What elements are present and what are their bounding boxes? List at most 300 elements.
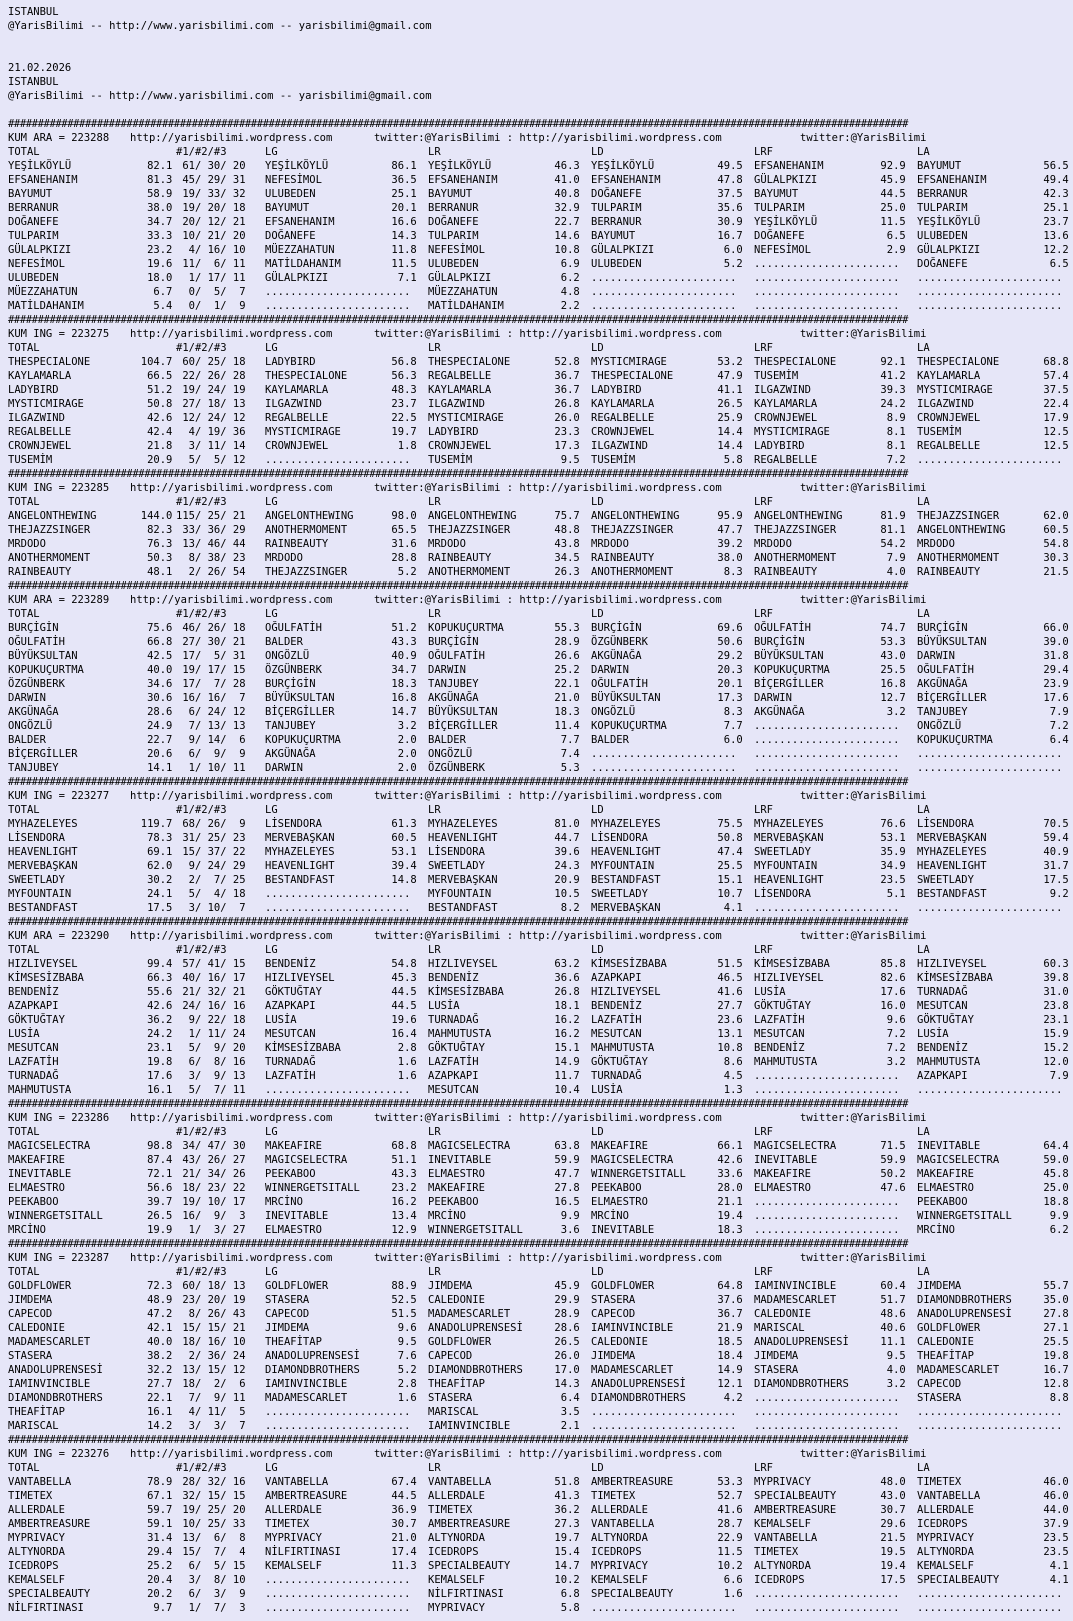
table-cell: LUSİA 1.3 <box>591 1084 743 1096</box>
table-cell: BERRANUR 32.9 <box>428 202 580 214</box>
table-cell: MRDODO 54.2 <box>754 538 906 550</box>
table-cell: 4/ 19/ 36 <box>176 426 246 438</box>
table-cell: 13/ 6/ 8 <box>176 1532 246 1544</box>
table-cell: AKGÜNAĞA 28.6 <box>8 706 173 718</box>
table-cell: MYHAZELEYES 40.9 <box>917 846 1069 858</box>
table-cell: MAHMUTUSTA 16.1 <box>8 1084 173 1096</box>
table-cell: DIAMONDBROTHERS 5.2 <box>265 1364 417 1376</box>
table-cell: ELMAESTRO 25.0 <box>917 1182 1069 1194</box>
table-cell: TIMETEX 67.1 <box>8 1490 173 1502</box>
table-row <box>8 747 1067 761</box>
table-cell: ALTYNORDA 19.7 <box>428 1532 580 1544</box>
table-cell: MERVEBAŞKAN 60.5 <box>265 832 417 844</box>
table-row <box>8 1531 1067 1545</box>
table-cell: 19/ 25/ 20 <box>176 1504 246 1516</box>
table-cell: LADYBIRD 41.1 <box>591 384 743 396</box>
table-cell: ....................... <box>754 734 900 746</box>
table-cell: TURNADAĞ 4.5 <box>591 1070 743 1082</box>
table-cell: MÜEZZAHATUN 6.7 <box>8 286 173 298</box>
table-cell: AZAPKAPI 7.9 <box>917 1070 1069 1082</box>
table-cell: 3/ 10/ 7 <box>176 902 246 914</box>
table-row <box>8 1405 1067 1419</box>
column-header-row <box>8 943 1067 957</box>
table-row <box>8 1419 1067 1433</box>
header-line <box>8 103 1067 117</box>
table-cell: GOLDFLOWER 26.5 <box>428 1336 580 1348</box>
table-cell: MARISCAL 40.6 <box>754 1322 906 1334</box>
column-header: LG <box>265 944 278 956</box>
table-cell: BESTANDFAST 14.8 <box>265 874 417 886</box>
block-header-twitter2: twitter:@YarisBilimi <box>800 482 927 494</box>
table-cell: 16/ 16/ 7 <box>176 692 246 704</box>
table-cell: SPECIALBEAUTY 1.6 <box>591 1588 743 1600</box>
table-cell: ....................... <box>591 1406 737 1418</box>
table-cell: 27/ 30/ 21 <box>176 636 246 648</box>
column-header: LD <box>591 1126 604 1138</box>
table-cell: 10/ 21/ 20 <box>176 230 246 242</box>
table-cell: MAHMUTUSTA 12.0 <box>917 1056 1069 1068</box>
table-cell: 6/ 8/ 16 <box>176 1056 246 1068</box>
table-cell: ....................... <box>265 1420 411 1432</box>
table-row <box>8 397 1067 411</box>
table-cell: 16/ 9/ 3 <box>176 1210 246 1222</box>
table-cell: BÜYÜKSULTAN 42.5 <box>8 650 173 662</box>
block-header <box>8 481 1067 495</box>
table-cell: CALEDONIE 25.5 <box>917 1336 1069 1348</box>
table-row <box>8 1293 1067 1307</box>
table-cell: VANTABELLA 28.7 <box>591 1518 743 1530</box>
table-cell: MARISCAL 3.5 <box>428 1406 580 1418</box>
table-cell: ALTYNORDA 19.4 <box>754 1560 906 1572</box>
table-cell: MÜEZZAHATUN 4.8 <box>428 286 580 298</box>
table-row <box>8 201 1067 215</box>
table-cell: REGALBELLE 7.2 <box>754 454 906 466</box>
block-header-twitter1: twitter:@YarisBilimi : http://yarisbilimi.wordpress.com <box>374 1252 722 1264</box>
table-cell: KEMALSELF 20.4 <box>8 1574 173 1586</box>
table-cell: ANGELONTHEWING 98.0 <box>265 510 417 522</box>
table-cell: ....................... <box>917 1084 1063 1096</box>
table-cell: DARWIN 20.3 <box>591 664 743 676</box>
table-cell: MERVEBAŞKAN 59.4 <box>917 832 1069 844</box>
table-cell: HIZLIVEYSEL 99.4 <box>8 958 173 970</box>
table-cell: KAYLAMARLA 57.4 <box>917 370 1069 382</box>
table-cell: DIAMONDBROTHERS 3.2 <box>754 1378 906 1390</box>
table-cell: MYPRIVACY 21.0 <box>265 1532 417 1544</box>
column-header: LG <box>265 342 278 354</box>
table-cell: 5/ 7/ 11 <box>176 1084 246 1096</box>
block-header-url1: http://yarisbilimi.wordpress.com <box>130 1448 333 1460</box>
table-cell: BENDENİZ 15.2 <box>917 1042 1069 1054</box>
table-cell: MAGICSELECTRA 98.8 <box>8 1140 173 1152</box>
table-cell: DIAMONDBROTHERS 22.1 <box>8 1392 173 1404</box>
table-cell: SPECIALBEAUTY 43.0 <box>754 1490 906 1502</box>
table-cell: MARISCAL 14.2 <box>8 1420 173 1432</box>
column-header: LR <box>428 804 441 816</box>
table-row <box>8 551 1067 565</box>
table-cell: ....................... <box>265 888 411 900</box>
table-cell: CAPECOD 12.8 <box>917 1378 1069 1390</box>
table-row <box>8 1601 1067 1615</box>
table-cell: IAMINVINCIBLE 2.1 <box>428 1420 580 1432</box>
table-row <box>8 1489 1067 1503</box>
block-header-twitter1: twitter:@YarisBilimi : http://yarisbilimi.wordpress.com <box>374 790 722 802</box>
table-cell: 43/ 26/ 27 <box>176 1154 246 1166</box>
table-row <box>8 159 1067 173</box>
table-cell: MRDODO 28.8 <box>265 552 417 564</box>
column-header: LA <box>917 342 930 354</box>
table-row <box>8 355 1067 369</box>
table-cell: GÜLALPKIZI 45.9 <box>754 174 906 186</box>
table-row <box>8 845 1067 859</box>
table-cell: MYHAZELEYES 75.5 <box>591 818 743 830</box>
block-header-twitter1: twitter:@YarisBilimi : http://yarisbilimi.wordpress.com <box>374 594 722 606</box>
table-row <box>8 635 1067 649</box>
table-cell: GÜLALPKIZI 6.0 <box>591 244 743 256</box>
block-header <box>8 131 1067 145</box>
block-header-twitter1: twitter:@YarisBilimi : http://yarisbilimi.wordpress.com <box>374 930 722 942</box>
column-header: LG <box>265 608 278 620</box>
table-cell: VANTABELLA 21.5 <box>754 1532 906 1544</box>
block-header-kum: KUM ARA = 223288 <box>8 132 110 144</box>
table-cell: KOPUKUÇURTMA 25.5 <box>754 664 906 676</box>
table-cell: BALDER 43.3 <box>265 636 417 648</box>
table-cell: ICEDROPS 11.5 <box>591 1546 743 1558</box>
table-cell: ANADOLUPRENSESİ 11.1 <box>754 1336 906 1348</box>
table-cell: 17/ 5/ 31 <box>176 650 246 662</box>
table-cell: ....................... <box>754 1210 900 1222</box>
table-cell: THEJAZZSINGER 81.1 <box>754 524 906 536</box>
column-header: LRF <box>754 1266 773 1278</box>
separator-line: ######################################################################################################################################################## <box>8 1434 909 1446</box>
table-cell: 7/ 13/ 13 <box>176 720 246 732</box>
table-row <box>8 817 1067 831</box>
table-cell: HIZLIVEYSEL 63.2 <box>428 958 580 970</box>
table-cell: KİMSESİZBABA 26.8 <box>428 986 580 998</box>
table-cell: BURÇİGİN 28.9 <box>428 636 580 648</box>
table-cell: MYFOUNTAIN 34.9 <box>754 860 906 872</box>
table-cell: SPECIALBEAUTY 14.7 <box>428 1560 580 1572</box>
table-cell: MAKEAFIRE 50.2 <box>754 1168 906 1180</box>
table-cell: KOPUKUÇURTMA 55.3 <box>428 622 580 634</box>
table-cell: INEVITABLE 64.4 <box>917 1140 1069 1152</box>
table-row <box>8 1055 1067 1069</box>
table-cell: IAMINVINCIBLE 60.4 <box>754 1280 906 1292</box>
block-header-twitter1: twitter:@YarisBilimi : http://yarisbilimi.wordpress.com <box>374 482 722 494</box>
table-cell: MYSTICMIRAGE 8.1 <box>754 426 906 438</box>
block-header-url1: http://yarisbilimi.wordpress.com <box>130 482 333 494</box>
table-cell: MAHMUTUSTA 10.8 <box>591 1042 743 1054</box>
table-cell: 2/ 7/ 25 <box>176 874 246 886</box>
column-header: TOTAL <box>8 1266 40 1278</box>
block-header-url1: http://yarisbilimi.wordpress.com <box>130 594 333 606</box>
table-cell: VANTABELLA 67.4 <box>265 1476 417 1488</box>
table-cell: KİMSESİZBABA 85.8 <box>754 958 906 970</box>
table-cell: 9/ 24/ 29 <box>176 860 246 872</box>
table-cell: CROWNJEWEL 14.4 <box>591 426 743 438</box>
table-cell: 1/ 11/ 24 <box>176 1028 246 1040</box>
table-cell: ELMAESTRO 12.9 <box>265 1224 417 1236</box>
table-cell: MRCİNO 19.9 <box>8 1224 173 1236</box>
table-cell: ....................... <box>754 902 900 914</box>
column-header: LD <box>591 944 604 956</box>
table-cell: MYPRIVACY 10.2 <box>591 1560 743 1572</box>
table-cell: CALEDONIE 29.9 <box>428 1294 580 1306</box>
table-cell: MYSTICMIRAGE 19.7 <box>265 426 417 438</box>
table-cell: MYSTICMIRAGE 50.8 <box>8 398 173 410</box>
column-header-row <box>8 1125 1067 1139</box>
table-cell: CALEDONIE 48.6 <box>754 1308 906 1320</box>
table-cell: MATİLDAHANIM 2.2 <box>428 300 580 312</box>
table-cell: 18/ 23/ 22 <box>176 1182 246 1194</box>
table-cell: MYPRIVACY 5.8 <box>428 1602 580 1614</box>
table-cell: ÖZGÜNBERK 50.6 <box>591 636 743 648</box>
table-row <box>8 761 1067 775</box>
table-cell: NEFESİMOL 2.9 <box>754 244 906 256</box>
table-cell: ....................... <box>917 286 1063 298</box>
table-cell: 11/ 6/ 11 <box>176 258 246 270</box>
table-cell: THESPECIALONE 92.1 <box>754 356 906 368</box>
table-cell: 60/ 18/ 13 <box>176 1280 246 1292</box>
table-row <box>8 859 1067 873</box>
table-row <box>8 1321 1067 1335</box>
table-cell: CROWNJEWEL 17.9 <box>917 412 1069 424</box>
table-cell: NİLFIRTINASI 6.8 <box>428 1588 580 1600</box>
block-header <box>8 1447 1067 1461</box>
table-cell: 1/ 10/ 11 <box>176 762 246 774</box>
table-cell: BİÇERGİLLER 14.7 <box>265 706 417 718</box>
column-header: #1/#2/#3 <box>176 146 227 158</box>
table-cell: JIMDEMA 45.9 <box>428 1280 580 1292</box>
table-cell: 15/ 37/ 22 <box>176 846 246 858</box>
table-cell: BURÇİGİN 75.6 <box>8 622 173 634</box>
table-cell: IAMINVINCIBLE 2.8 <box>265 1378 417 1390</box>
table-cell: ULUBEDEN 18.0 <box>8 272 173 284</box>
race-block <box>8 117 1067 313</box>
table-cell: 17/ 7/ 28 <box>176 678 246 690</box>
table-cell: ANGELONTHEWING 81.9 <box>754 510 906 522</box>
table-cell: BURÇİGİN 69.6 <box>591 622 743 634</box>
table-cell: ANOTHERMOMENT 65.5 <box>265 524 417 536</box>
table-row <box>8 621 1067 635</box>
table-cell: YEŞİLKÖYLÜ 46.3 <box>428 160 580 172</box>
block-header-twitter2: twitter:@YarisBilimi <box>800 328 927 340</box>
table-cell: 23/ 20/ 19 <box>176 1294 246 1306</box>
table-cell: 2/ 36/ 24 <box>176 1350 246 1362</box>
table-cell: SWEETLADY 24.3 <box>428 860 580 872</box>
table-cell: THEJAZZSINGER 82.3 <box>8 524 173 536</box>
table-cell: NİLFIRTINASI 17.4 <box>265 1546 417 1558</box>
table-cell: ....................... <box>754 1084 900 1096</box>
race-block <box>8 1237 1067 1433</box>
table-cell: ....................... <box>754 1602 900 1614</box>
table-cell: RAINBEAUTY 34.5 <box>428 552 580 564</box>
table-cell: OĞULFATİH 20.1 <box>591 678 743 690</box>
table-cell: ICEDROPS 37.9 <box>917 1518 1069 1530</box>
table-cell: TURNADAĞ 1.6 <box>265 1056 417 1068</box>
table-cell: ILGAZWIND 23.7 <box>265 398 417 410</box>
table-cell: DOĞANEFE 6.5 <box>754 230 906 242</box>
table-cell: LUSİA 17.6 <box>754 986 906 998</box>
table-cell: MYFOUNTAIN 25.5 <box>591 860 743 872</box>
table-cell: SWEETLADY 30.2 <box>8 874 173 886</box>
table-cell: BENDENİZ 55.6 <box>8 986 173 998</box>
table-row <box>8 719 1067 733</box>
column-header: #1/#2/#3 <box>176 1126 227 1138</box>
table-cell: STASERA 38.2 <box>8 1350 173 1362</box>
table-cell: MAHMUTUSTA 16.2 <box>428 1028 580 1040</box>
column-header: LG <box>265 146 278 158</box>
table-row <box>8 271 1067 285</box>
table-cell: ANADOLUPRENSESİ 12.1 <box>591 1378 743 1390</box>
column-header: LR <box>428 1126 441 1138</box>
table-cell: LAZFATİH 19.8 <box>8 1056 173 1068</box>
table-row <box>8 1349 1067 1363</box>
table-row <box>8 1517 1067 1531</box>
table-row <box>8 1083 1067 1097</box>
table-cell: ILGAZWIND 26.8 <box>428 398 580 410</box>
table-cell: CALEDONIE 42.1 <box>8 1322 173 1334</box>
table-cell: MAKEAFIRE 45.8 <box>917 1168 1069 1180</box>
table-cell: WINNERGETSITALL 23.2 <box>265 1182 417 1194</box>
table-cell: HEAVENLIGHT 31.7 <box>917 860 1069 872</box>
separator-line: ######################################################################################################################################################## <box>8 1098 909 1110</box>
table-cell: GÜLALPKIZI 12.2 <box>917 244 1069 256</box>
table-row <box>8 229 1067 243</box>
table-cell: STASERA 4.0 <box>754 1364 906 1376</box>
table-cell: 10/ 25/ 33 <box>176 1518 246 1530</box>
column-header: LRF <box>754 146 773 158</box>
table-cell: MATİLDAHANIM 5.4 <box>8 300 173 312</box>
block-header-kum: KUM ARA = 223290 <box>8 930 110 942</box>
table-cell: ....................... <box>754 300 900 312</box>
table-cell: MAGICSELECTRA 42.6 <box>591 1154 743 1166</box>
table-cell: MÜEZZAHATUN 11.8 <box>265 244 417 256</box>
table-cell: NEFESİMOL 36.5 <box>265 174 417 186</box>
table-cell: MYHAZELEYES 81.0 <box>428 818 580 830</box>
table-cell: GÖKTUĞTAY 36.2 <box>8 1014 173 1026</box>
table-cell: BESTANDFAST 15.1 <box>591 874 743 886</box>
table-cell: 19/ 24/ 19 <box>176 384 246 396</box>
table-cell: ANADOLUPRENSESİ 32.2 <box>8 1364 173 1376</box>
table-cell: MYHAZELEYES 53.1 <box>265 846 417 858</box>
table-cell: ....................... <box>265 1588 411 1600</box>
table-cell: BİÇERGİLLER 16.8 <box>754 678 906 690</box>
table-cell: BÜYÜKSULTAN 16.8 <box>265 692 417 704</box>
table-cell: DOĞANEFE 6.5 <box>917 258 1069 270</box>
table-cell: DIAMONDBROTHERS 4.2 <box>591 1392 743 1404</box>
block-header-twitter1: twitter:@YarisBilimi : http://yarisbilimi.wordpress.com <box>374 1112 722 1124</box>
table-cell: YEŞİLKÖYLÜ 49.5 <box>591 160 743 172</box>
table-cell: MESUTCAN 13.1 <box>591 1028 743 1040</box>
block-header-kum: KUM ARA = 223289 <box>8 594 110 606</box>
table-row <box>8 1139 1067 1153</box>
table-cell: AMBERTREASURE 44.5 <box>265 1490 417 1502</box>
column-header: TOTAL <box>8 496 40 508</box>
table-cell: INEVITABLE 18.3 <box>591 1224 743 1236</box>
block-header-kum: KUM ING = 223285 <box>8 482 110 494</box>
table-cell: 3/ 3/ 7 <box>176 1420 246 1432</box>
table-cell: ....................... <box>917 454 1063 466</box>
table-cell: KAYLAMARLA 24.2 <box>754 398 906 410</box>
race-block <box>8 915 1067 1097</box>
table-cell: 7/ 9/ 11 <box>176 1392 246 1404</box>
table-cell: REGALBELLE 42.4 <box>8 426 173 438</box>
table-cell: ....................... <box>265 300 411 312</box>
table-cell: LİSENDORA 50.8 <box>591 832 743 844</box>
table-cell: ....................... <box>265 286 411 298</box>
table-cell: ICEDROPS 15.4 <box>428 1546 580 1558</box>
table-row <box>8 705 1067 719</box>
table-cell: KEMALSELF 6.6 <box>591 1574 743 1586</box>
table-cell: MADAMESCARLET 40.0 <box>8 1336 173 1348</box>
table-cell: MAGICSELECTRA 51.1 <box>265 1154 417 1166</box>
block-header <box>8 1111 1067 1125</box>
table-row <box>8 509 1067 523</box>
table-cell: LADYBIRD 51.2 <box>8 384 173 396</box>
table-row <box>8 1503 1067 1517</box>
race-block <box>8 313 1067 467</box>
table-cell: LUSİA 18.1 <box>428 1000 580 1012</box>
table-cell: ALLERDALE 41.3 <box>428 1490 580 1502</box>
table-cell: DARWIN 25.2 <box>428 664 580 676</box>
table-cell: SPECIALBEAUTY 4.1 <box>917 1574 1069 1586</box>
table-cell: TUSEMİM 20.9 <box>8 454 173 466</box>
block-header-twitter2: twitter:@YarisBilimi <box>800 790 927 802</box>
table-cell: KİMSESİZBABA 39.8 <box>917 972 1069 984</box>
table-cell: IAMINVINCIBLE 27.7 <box>8 1378 173 1390</box>
table-cell: MYSTICMIRAGE 53.2 <box>591 356 743 368</box>
table-cell: 15/ 15/ 21 <box>176 1322 246 1334</box>
table-cell: ....................... <box>265 454 411 466</box>
table-cell: RAINBEAUTY 48.1 <box>8 566 173 578</box>
table-cell: BAYUMUT 44.5 <box>754 188 906 200</box>
table-cell: SWEETLADY 10.7 <box>591 888 743 900</box>
table-row <box>8 1181 1067 1195</box>
table-row <box>8 999 1067 1013</box>
column-header: LR <box>428 1266 441 1278</box>
table-cell: ANADOLUPRENSESİ 7.6 <box>265 1350 417 1362</box>
table-cell: ULUBEDEN 5.2 <box>591 258 743 270</box>
column-header: LD <box>591 1462 604 1474</box>
table-cell: MYHAZELEYES 76.6 <box>754 818 906 830</box>
table-cell: 20/ 12/ 21 <box>176 216 246 228</box>
table-row <box>8 1391 1067 1405</box>
column-header: TOTAL <box>8 1462 40 1474</box>
table-cell: THEAFİTAP 16.1 <box>8 1406 173 1418</box>
table-cell: THESPECIALONE 56.3 <box>265 370 417 382</box>
table-cell: GOLDFLOWER 72.3 <box>8 1280 173 1292</box>
table-cell: NEFESİMOL 10.8 <box>428 244 580 256</box>
table-row <box>8 1209 1067 1223</box>
table-cell: ELMAESTRO 47.6 <box>754 1182 906 1194</box>
separator-line: ######################################################################################################################################################## <box>8 580 909 592</box>
block-header-kum: KUM ING = 223277 <box>8 790 110 802</box>
table-cell: ....................... <box>591 762 737 774</box>
table-cell: 0/ 5/ 7 <box>176 286 246 298</box>
column-header: LG <box>265 1126 278 1138</box>
table-cell: 57/ 41/ 15 <box>176 958 246 970</box>
table-cell: STASERA 52.5 <box>265 1294 417 1306</box>
table-cell: 6/ 3/ 9 <box>176 1588 246 1600</box>
table-cell: 6/ 5/ 15 <box>176 1560 246 1572</box>
table-row <box>8 565 1067 579</box>
table-cell: ONGÖZLÜ 7.2 <box>917 720 1069 732</box>
table-cell: ANADOLUPRENSESİ 27.8 <box>917 1308 1069 1320</box>
column-header: #1/#2/#3 <box>176 804 227 816</box>
table-cell: BALDER 22.7 <box>8 734 173 746</box>
table-row <box>8 383 1067 397</box>
table-cell: BENDENİZ 27.7 <box>591 1000 743 1012</box>
